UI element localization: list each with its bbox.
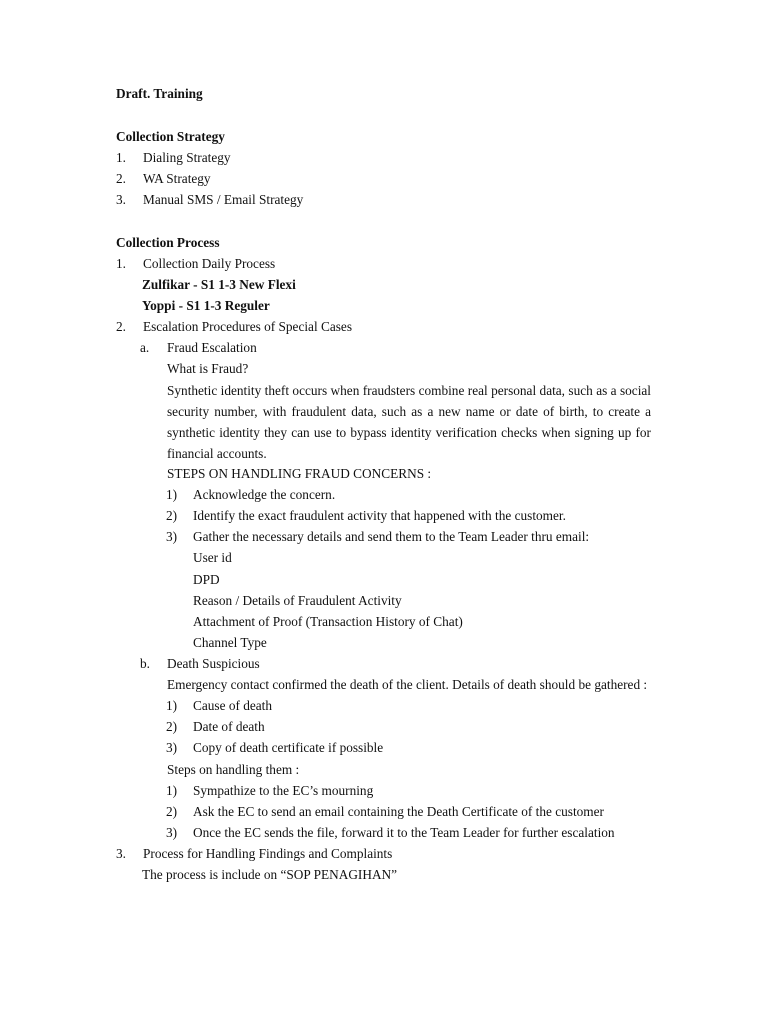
step-number: 2) (166, 508, 178, 523)
process-item-number: 1. (116, 256, 126, 271)
process-item-findings: Process for Handling Findings and Complaints (143, 846, 393, 861)
process-item-escalation: Escalation Procedures of Special Cases (143, 319, 352, 334)
strategy-item-number: 3. (116, 192, 126, 207)
process-item-daily: Collection Daily Process (143, 256, 276, 271)
sub-item-letter: a. (140, 340, 150, 355)
fraud-detail-item: Attachment of Proof (Transaction History of Chat) (193, 614, 463, 629)
death-detail-item: Copy of death certificate if possible (193, 740, 384, 755)
collection-process-heading: Collection Process (116, 235, 220, 250)
death-suspicious-title: Death Suspicious (167, 656, 260, 671)
fraud-escalation-title: Fraud Escalation (167, 340, 257, 355)
fraud-step: Identify the exact fraudulent activity that happened with the customer. (193, 508, 566, 523)
assignee-line: Yoppi - S1 1-3 Reguler (142, 298, 270, 313)
step-number: 3) (166, 825, 178, 840)
fraud-detail-item: Channel Type (193, 635, 267, 650)
fraud-definition: Synthetic identity theft occurs when fraudsters combine real personal data, such as a social security number, with fraudulent data, such as a new name or date of birth, to create a synthetic identity they can use to bypass identity verification checks when signing up for financial accounts. (167, 383, 651, 461)
death-step: Once the EC sends the file, forward it to the Team Leader for further escalation (193, 825, 615, 840)
step-number: 2) (166, 804, 178, 819)
step-number: 1) (166, 698, 178, 713)
document-title: Draft. Training (116, 86, 203, 101)
process-item-number: 3. (116, 846, 126, 861)
fraud-detail-item: Reason / Details of Fraudulent Activity (193, 593, 402, 608)
sop-note: The process is include on “SOP PENAGIHAN” (142, 867, 398, 882)
fraud-step: Gather the necessary details and send them to the Team Leader thru email: (193, 529, 590, 544)
assignee-line: Zulfikar - S1 1-3 New Flexi (142, 277, 296, 292)
strategy-item-wa: WA Strategy (143, 171, 211, 186)
strategy-item-number: 2. (116, 171, 126, 186)
fraud-steps-heading: STEPS ON HANDLING FRAUD CONCERNS : (167, 466, 432, 481)
step-number: 1) (166, 783, 178, 798)
fraud-detail-item: DPD (193, 572, 220, 587)
strategy-item-number: 1. (116, 150, 126, 165)
step-number: 1) (166, 487, 178, 502)
process-item-number: 2. (116, 319, 126, 334)
step-number: 3) (166, 740, 178, 755)
fraud-detail-item: User id (193, 550, 232, 565)
strategy-item-sms-email: Manual SMS / Email Strategy (143, 192, 304, 207)
death-detail-item: Cause of death (193, 698, 273, 713)
death-intro: Emergency contact confirmed the death of the client. Details of death should be gathered : (167, 677, 648, 692)
death-step: Sympathize to the EC’s mourning (193, 783, 374, 798)
death-steps-heading: Steps on handling them : (167, 762, 300, 777)
death-step: Ask the EC to send an email containing the Death Certificate of the customer (193, 804, 604, 819)
step-number: 3) (166, 529, 178, 544)
strategy-item-dialing: Dialing Strategy (143, 150, 231, 165)
step-number: 2) (166, 719, 178, 734)
sub-item-letter: b. (140, 656, 150, 671)
death-detail-item: Date of death (193, 719, 265, 734)
fraud-question: What is Fraud? (167, 361, 249, 376)
fraud-step: Acknowledge the concern. (193, 487, 336, 502)
collection-strategy-heading: Collection Strategy (116, 129, 225, 144)
